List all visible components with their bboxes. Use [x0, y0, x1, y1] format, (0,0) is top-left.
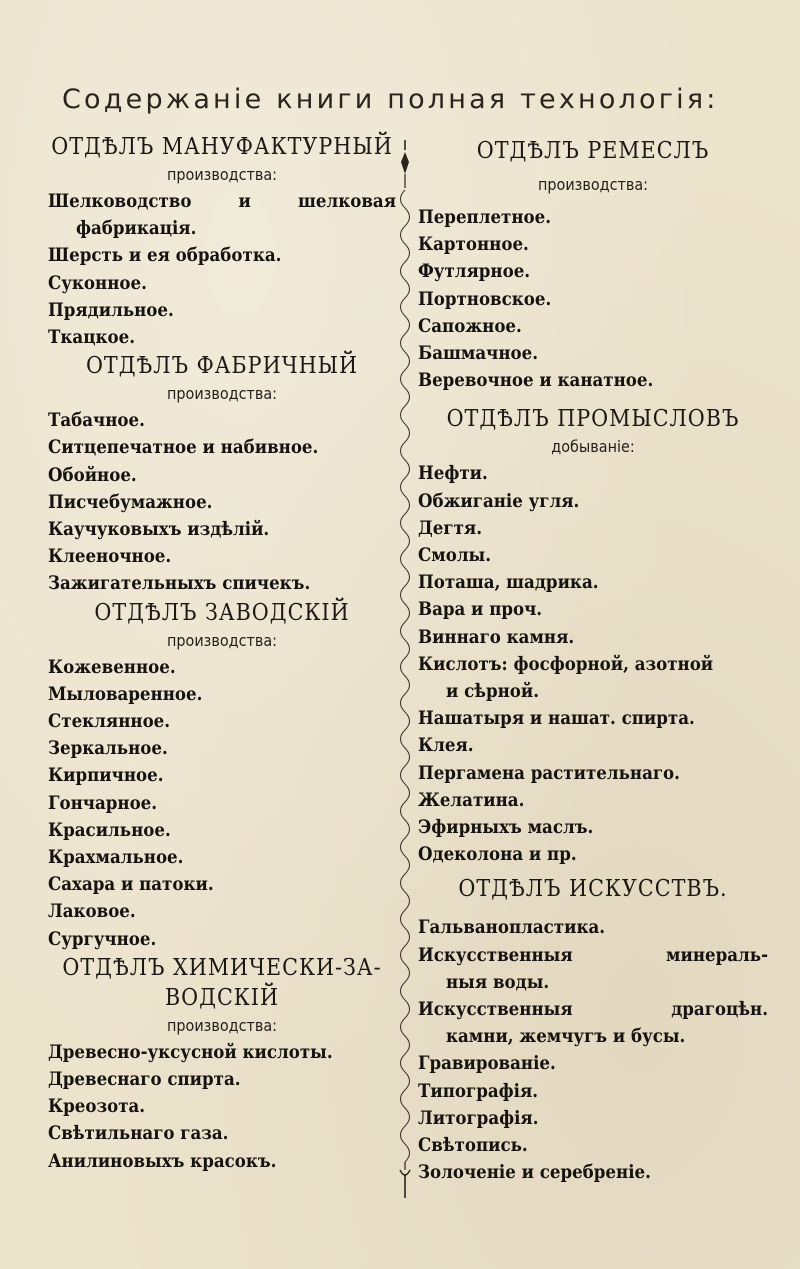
- list-item: Пергамена растительнаго.: [418, 762, 680, 784]
- list-item: Футлярное.: [418, 261, 531, 283]
- list-item: Дегтя.: [418, 517, 482, 539]
- section-trades: [418, 404, 768, 868]
- section-arts: [418, 874, 768, 1186]
- list-item: Древеснаго спирта.: [48, 1069, 241, 1091]
- list-item: Нефти.: [418, 463, 488, 485]
- section-subheading: производства:: [166, 630, 278, 650]
- section-subheading: производства:: [166, 165, 278, 184]
- list-item: Крахмальное.: [48, 847, 184, 869]
- list-item: Красильное.: [48, 819, 171, 841]
- list-item: Золоченiе и серебренiе.: [418, 1162, 651, 1184]
- list-item: Писчебумажное.: [48, 491, 213, 513]
- list-item: камни, жемчугъ и бусы.: [446, 1026, 686, 1048]
- list-item: Сахара и патоки.: [48, 874, 214, 896]
- page-title: Содержанiе книги полная технологiя:: [62, 84, 719, 115]
- column-divider-ornament: [396, 140, 414, 1200]
- list-item: Эфирныхъ маслъ.: [418, 817, 594, 839]
- section-subheading: производства:: [166, 384, 278, 404]
- section-heading: ОТДѢЛЪ ЗАВОДСКIЙ: [94, 599, 350, 626]
- list-item: Обойное.: [48, 464, 137, 486]
- list-item: Обжиганiе угля.: [418, 490, 580, 512]
- list-item: Гальванопластика.: [418, 917, 606, 939]
- list-item: Анилиновыхъ красокъ.: [48, 1150, 277, 1172]
- right-column: [418, 136, 768, 1187]
- list-item: Кирпичное.: [48, 765, 164, 787]
- section-heading-continued: ВОДСКIЙ: [164, 984, 280, 1011]
- section-factory: [48, 351, 396, 597]
- list-item: Виннаго камня.: [418, 626, 575, 648]
- list-item: Желатина.: [418, 789, 525, 811]
- list-item: Искусственныя минераль-: [418, 944, 768, 966]
- list-item: фабрикацiя.: [76, 218, 197, 240]
- list-item: Одеколона и пр.: [418, 844, 577, 866]
- section-heading: ОТДѢЛЪ РЕМЕСЛЪ: [476, 138, 710, 164]
- list-item: Вара и проч.: [418, 599, 543, 621]
- section-heading: ОТДѢЛЪ ФАБРИЧНЫЙ: [85, 353, 359, 380]
- section-crafts: [418, 136, 768, 394]
- list-item: Свѣтильнаго газа.: [48, 1123, 229, 1145]
- list-item: Зажигательныхъ спичекъ.: [48, 573, 311, 595]
- list-item: Шелководство и шелковая: [48, 191, 396, 212]
- left-column: [48, 132, 396, 1175]
- section-heading: ОТДѢЛЪ ХИМИЧЕСКИ-ЗА-: [62, 954, 382, 981]
- ornament-rule-icon: [396, 140, 414, 1200]
- list-item: Сургучное.: [48, 928, 157, 950]
- list-item: Смолы.: [418, 545, 492, 567]
- list-item: Табачное.: [48, 410, 145, 432]
- list-item: Лаковое.: [48, 901, 136, 923]
- section-heading: ОТДѢЛЪ МАНУФАКТУРНЫЙ: [51, 134, 393, 160]
- list-item: Кожевенное.: [48, 656, 176, 678]
- list-item: Искусственныя драгоцѣн.: [418, 999, 768, 1021]
- list-item: Креозота.: [48, 1096, 146, 1118]
- list-item: Ситцепечатное и набивное.: [48, 437, 319, 459]
- list-item: Стеклянное.: [48, 711, 171, 733]
- list-item: Нашатыря и нашат. спирта.: [418, 708, 695, 730]
- list-item: Башмачное.: [418, 343, 538, 365]
- list-item: Древесно-уксусной кислоты.: [48, 1041, 333, 1063]
- list-item: Мыловаренное.: [48, 683, 203, 705]
- list-item: Картонное.: [418, 234, 529, 256]
- list-item: Ткацкое.: [48, 327, 135, 349]
- section-plant: [48, 598, 396, 953]
- list-item: Литографiя.: [418, 1107, 539, 1129]
- list-item: ныя воды.: [446, 971, 550, 993]
- list-item: Кислотъ: фосфорной, азотной: [418, 653, 714, 675]
- section-manufacturing: [48, 132, 396, 351]
- list-item: Гончарное.: [48, 792, 158, 814]
- section-heading: ОТДѢЛЪ ИСКУССТВЪ.: [458, 876, 728, 903]
- section-heading: ОТДѢЛЪ ПРОМЫСЛОВЪ: [446, 406, 740, 433]
- list-item: и сѣрной.: [446, 681, 540, 703]
- list-item: Портновское.: [418, 288, 552, 310]
- list-item: Шерсть и ея обработка.: [48, 245, 282, 267]
- list-item: Клея.: [418, 735, 474, 757]
- list-item: Сапожное.: [418, 315, 522, 337]
- list-item: Каучуковыхъ издѣлiй.: [48, 519, 270, 541]
- section-chemical: [48, 953, 396, 1175]
- list-item: Зеркальное.: [48, 738, 168, 760]
- section-subheading: производства:: [166, 1015, 278, 1035]
- list-item: Переплетное.: [418, 207, 552, 228]
- list-item: Клееночное.: [48, 546, 172, 568]
- list-item: Поташа, шадрика.: [418, 572, 599, 594]
- section-subheading: производства:: [537, 175, 649, 194]
- section-subheading: добыванiе:: [551, 437, 635, 457]
- list-item: Гравированiе.: [418, 1053, 556, 1075]
- list-item: Свѣтопись.: [418, 1135, 528, 1157]
- list-item: Веревочное и канатное.: [418, 370, 654, 392]
- list-item: Прядильное.: [48, 299, 174, 321]
- list-item: Суконное.: [48, 272, 147, 294]
- list-item: Типографiя.: [418, 1080, 539, 1102]
